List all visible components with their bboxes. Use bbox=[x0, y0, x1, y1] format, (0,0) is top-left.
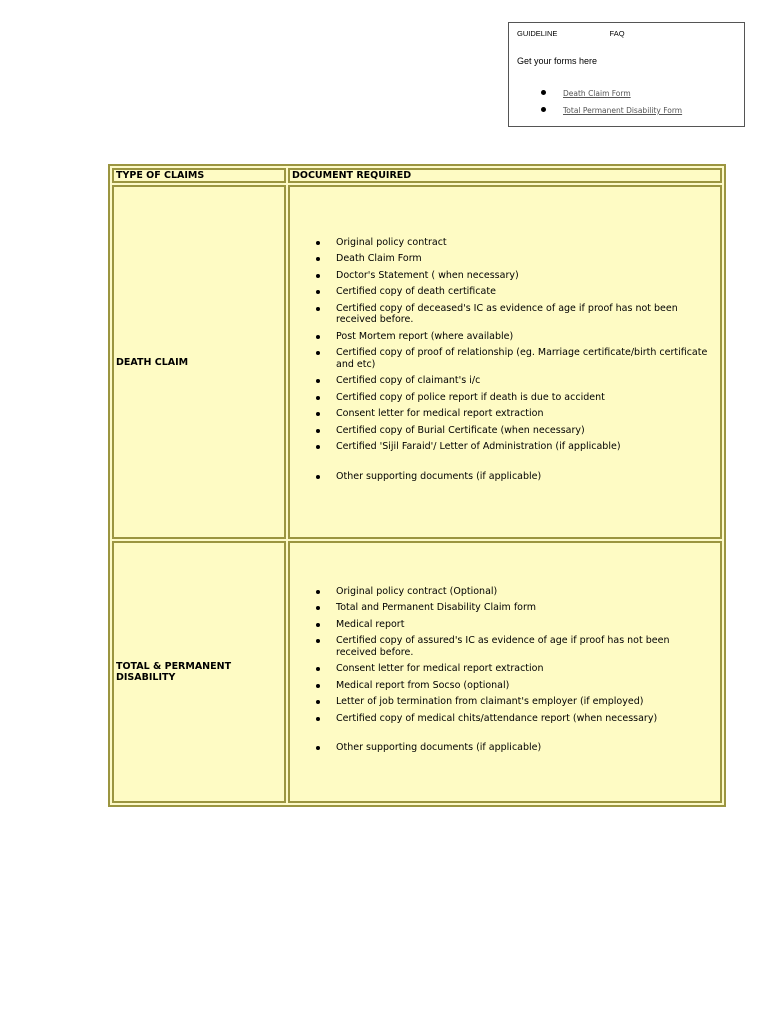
documents-cell bbox=[288, 185, 722, 539]
tpd-form-link[interactable]: Total Permanent Disability Form bbox=[563, 106, 683, 115]
list-item bbox=[537, 85, 682, 102]
list-item: Other supporting documents (if applicable) bbox=[336, 742, 718, 754]
list-item: Original policy contract (Optional) bbox=[336, 586, 718, 598]
list-item: Certified copy of death certificate bbox=[336, 286, 718, 298]
forms-link-list bbox=[537, 85, 682, 119]
documents-cell bbox=[288, 541, 722, 803]
header-type-of-claims: TYPE OF CLAIMS bbox=[112, 168, 286, 183]
list-item: Medical report from Socso (optional) bbox=[336, 680, 718, 692]
list-item: Certified copy of assured's IC as evidence of age if proof has not been received before. bbox=[336, 635, 718, 658]
list-item: Certified copy of deceased's IC as evidence of age if proof has not been received before. bbox=[336, 303, 718, 326]
forms-panel bbox=[508, 22, 745, 127]
list-item: Certified copy of Burial Certificate (when necessary) bbox=[336, 425, 718, 437]
header-document-required: DOCUMENT REQUIRED bbox=[288, 168, 722, 183]
list-item: Consent letter for medical report extraction bbox=[336, 408, 718, 420]
document-list bbox=[292, 237, 718, 483]
list-item: Certified copy of police report if death is due to accident bbox=[336, 392, 718, 404]
list-item: Letter of job termination from claimant's employer (if employed) bbox=[336, 696, 718, 708]
guide-nav bbox=[517, 29, 625, 38]
list-item: Death Claim Form bbox=[336, 253, 718, 265]
table-header-row bbox=[112, 168, 722, 183]
death-claim-form-link[interactable]: Death Claim Form bbox=[563, 89, 631, 98]
list-item: Doctor's Statement ( when necessary) bbox=[336, 270, 718, 282]
claim-type-cell: TOTAL & PERMANENT DISABILITY bbox=[112, 541, 286, 803]
nav-guideline-link[interactable]: GUIDELINE bbox=[517, 29, 558, 38]
nav-faq-link[interactable]: FAQ bbox=[609, 29, 625, 38]
list-item: Certified 'Sijil Faraid'/ Letter of Administration (if applicable) bbox=[336, 441, 718, 453]
list-item: Certified copy of claimant's i/c bbox=[336, 375, 718, 387]
forms-heading: Get your forms here bbox=[517, 56, 598, 66]
table-row bbox=[112, 541, 722, 803]
claim-type-cell: DEATH CLAIM bbox=[112, 185, 286, 539]
list-item: Total and Permanent Disability Claim form bbox=[336, 602, 718, 614]
document-list bbox=[292, 586, 718, 754]
list-item: Post Mortem report (where available) bbox=[336, 331, 718, 343]
list-item: Medical report bbox=[336, 619, 718, 631]
list-item: Other supporting documents (if applicable) bbox=[336, 471, 718, 483]
list-item bbox=[537, 102, 682, 119]
claims-table bbox=[108, 164, 726, 807]
list-item: Original policy contract bbox=[336, 237, 718, 249]
list-item: Certified copy of medical chits/attendance report (when necessary) bbox=[336, 713, 718, 725]
list-item: Certified copy of proof of relationship (eg. Marriage certificate/birth certificate and etc) bbox=[336, 347, 718, 370]
table-row bbox=[112, 185, 722, 539]
list-item: Consent letter for medical report extraction bbox=[336, 663, 718, 675]
